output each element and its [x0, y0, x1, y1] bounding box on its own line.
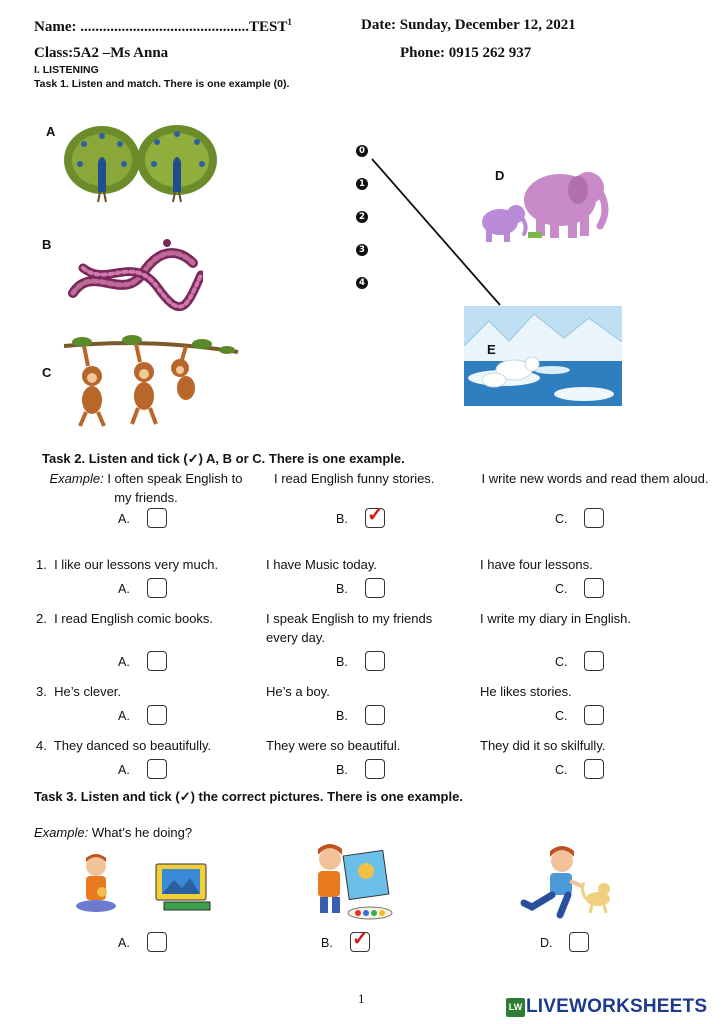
- q3-option-a: 3. He’s clever.: [36, 684, 122, 699]
- number-1[interactable]: 1: [356, 178, 368, 190]
- example-checkbox-b-checked[interactable]: [365, 504, 385, 528]
- q2-checkbox-a[interactable]: [147, 651, 167, 671]
- task3-checkbox-a[interactable]: [147, 932, 167, 952]
- boy-toy-computer-image: [72, 852, 214, 918]
- peacocks-image: [62, 122, 220, 206]
- letter-c: C.: [555, 763, 568, 777]
- q4-option-a: 4. They danced so beautifully.: [36, 738, 212, 753]
- q4-option-c: They did it so skilfully.: [480, 738, 606, 753]
- letter-b: B.: [336, 512, 348, 526]
- letter-b: B.: [336, 709, 348, 723]
- section-title: I. LISTENING: [34, 64, 99, 76]
- q2-checkbox-c[interactable]: [584, 651, 604, 671]
- class-line: Class:5A2 –Ms Anna: [34, 45, 169, 61]
- letter-a: A.: [118, 709, 130, 723]
- task2-example-option-a: Example: I often speak English to my friends.: [49, 471, 243, 505]
- letter-c: C.: [555, 582, 568, 596]
- q4-option-b: They were so beautiful.: [266, 738, 401, 753]
- number-3[interactable]: 3: [356, 244, 368, 256]
- letter-c: C.: [555, 709, 568, 723]
- letter-a: A.: [118, 512, 130, 526]
- q1-option-a: 1. I like our lessons very much.: [36, 557, 219, 572]
- example-checkbox-c[interactable]: [584, 508, 604, 528]
- picture-letter-e: E: [487, 342, 496, 357]
- q1-option-b: I have Music today.: [266, 557, 378, 572]
- boy-cat-image: [518, 845, 614, 921]
- task2-example-option-c: I write new words and read them aloud.: [481, 471, 709, 486]
- tick-icon: ✓: [367, 504, 384, 526]
- letter-a: A.: [118, 655, 130, 669]
- letter-b: B.: [336, 763, 348, 777]
- task1-title: Task 1. Listen and match. There is one example (0).: [34, 78, 290, 90]
- picture-letter-b: B: [42, 237, 52, 252]
- example-checkbox-a[interactable]: [147, 508, 167, 528]
- page-number: 1: [358, 991, 365, 1006]
- task3-letter-b: B.: [321, 936, 333, 950]
- task3-checkbox-b-checked[interactable]: [350, 928, 370, 952]
- q3-checkbox-c[interactable]: [584, 705, 604, 725]
- snakes-image: [63, 233, 203, 313]
- monkeys-image: [62, 334, 240, 430]
- letter-b: B.: [336, 655, 348, 669]
- date-line: Date: Sunday, December 12, 2021: [361, 17, 576, 33]
- letter-c: C.: [555, 512, 568, 526]
- q3-option-b: He’s a boy.: [266, 684, 330, 699]
- task3-letter-d: D.: [540, 936, 553, 950]
- letter-b: B.: [336, 582, 348, 596]
- task3-letter-a: A.: [118, 936, 130, 950]
- letter-a: A.: [118, 763, 130, 777]
- q2-option-c: I write my diary in English.: [480, 611, 631, 626]
- task3-example-question: Example: What’s he doing?: [34, 825, 193, 840]
- tick-icon: ✓: [352, 928, 369, 950]
- number-0[interactable]: 0: [356, 145, 368, 157]
- letter-a: A.: [118, 582, 130, 596]
- q4-checkbox-a[interactable]: [147, 759, 167, 779]
- q1-checkbox-c[interactable]: [584, 578, 604, 598]
- task3-checkbox-d[interactable]: [569, 932, 589, 952]
- picture-letter-c: C: [42, 365, 52, 380]
- elephants-image: [470, 160, 612, 248]
- task2-example-option-b: I read English funny stories.: [274, 471, 435, 486]
- q2-option-b: I speak English to my friends every day.: [266, 611, 433, 645]
- task2-title: Task 2. Listen and tick (✓) A, B or C. There is one example.: [42, 451, 405, 466]
- boy-painting-image: [310, 843, 400, 923]
- picture-letter-a: A: [46, 124, 56, 139]
- q1-checkbox-a[interactable]: [147, 578, 167, 598]
- q3-checkbox-b[interactable]: [365, 705, 385, 725]
- phone-line: Phone: 0915 262 937: [400, 45, 532, 61]
- q4-checkbox-c[interactable]: [584, 759, 604, 779]
- q4-checkbox-b[interactable]: [365, 759, 385, 779]
- liveworksheets-logo-icon: LW: [506, 998, 525, 1017]
- task3-title: Task 3. Listen and tick (✓) the correct pictures. There is one example.: [34, 789, 463, 804]
- number-2[interactable]: 2: [356, 211, 368, 223]
- picture-letter-d: D: [495, 168, 505, 183]
- q1-option-c: I have four lessons.: [480, 557, 593, 572]
- q3-checkbox-a[interactable]: [147, 705, 167, 725]
- letter-c: C.: [555, 655, 568, 669]
- number-4[interactable]: 4: [356, 277, 368, 289]
- name-line: Name: .............................................TEST$^1$: [34, 17, 292, 35]
- liveworksheets-logo[interactable]: LIVEWORKSHEETS: [526, 996, 708, 1017]
- q2-checkbox-b[interactable]: [365, 651, 385, 671]
- q1-checkbox-b[interactable]: [365, 578, 385, 598]
- q2-option-a: 2. I read English comic books.: [36, 611, 214, 626]
- q3-option-c: He likes stories.: [480, 684, 572, 699]
